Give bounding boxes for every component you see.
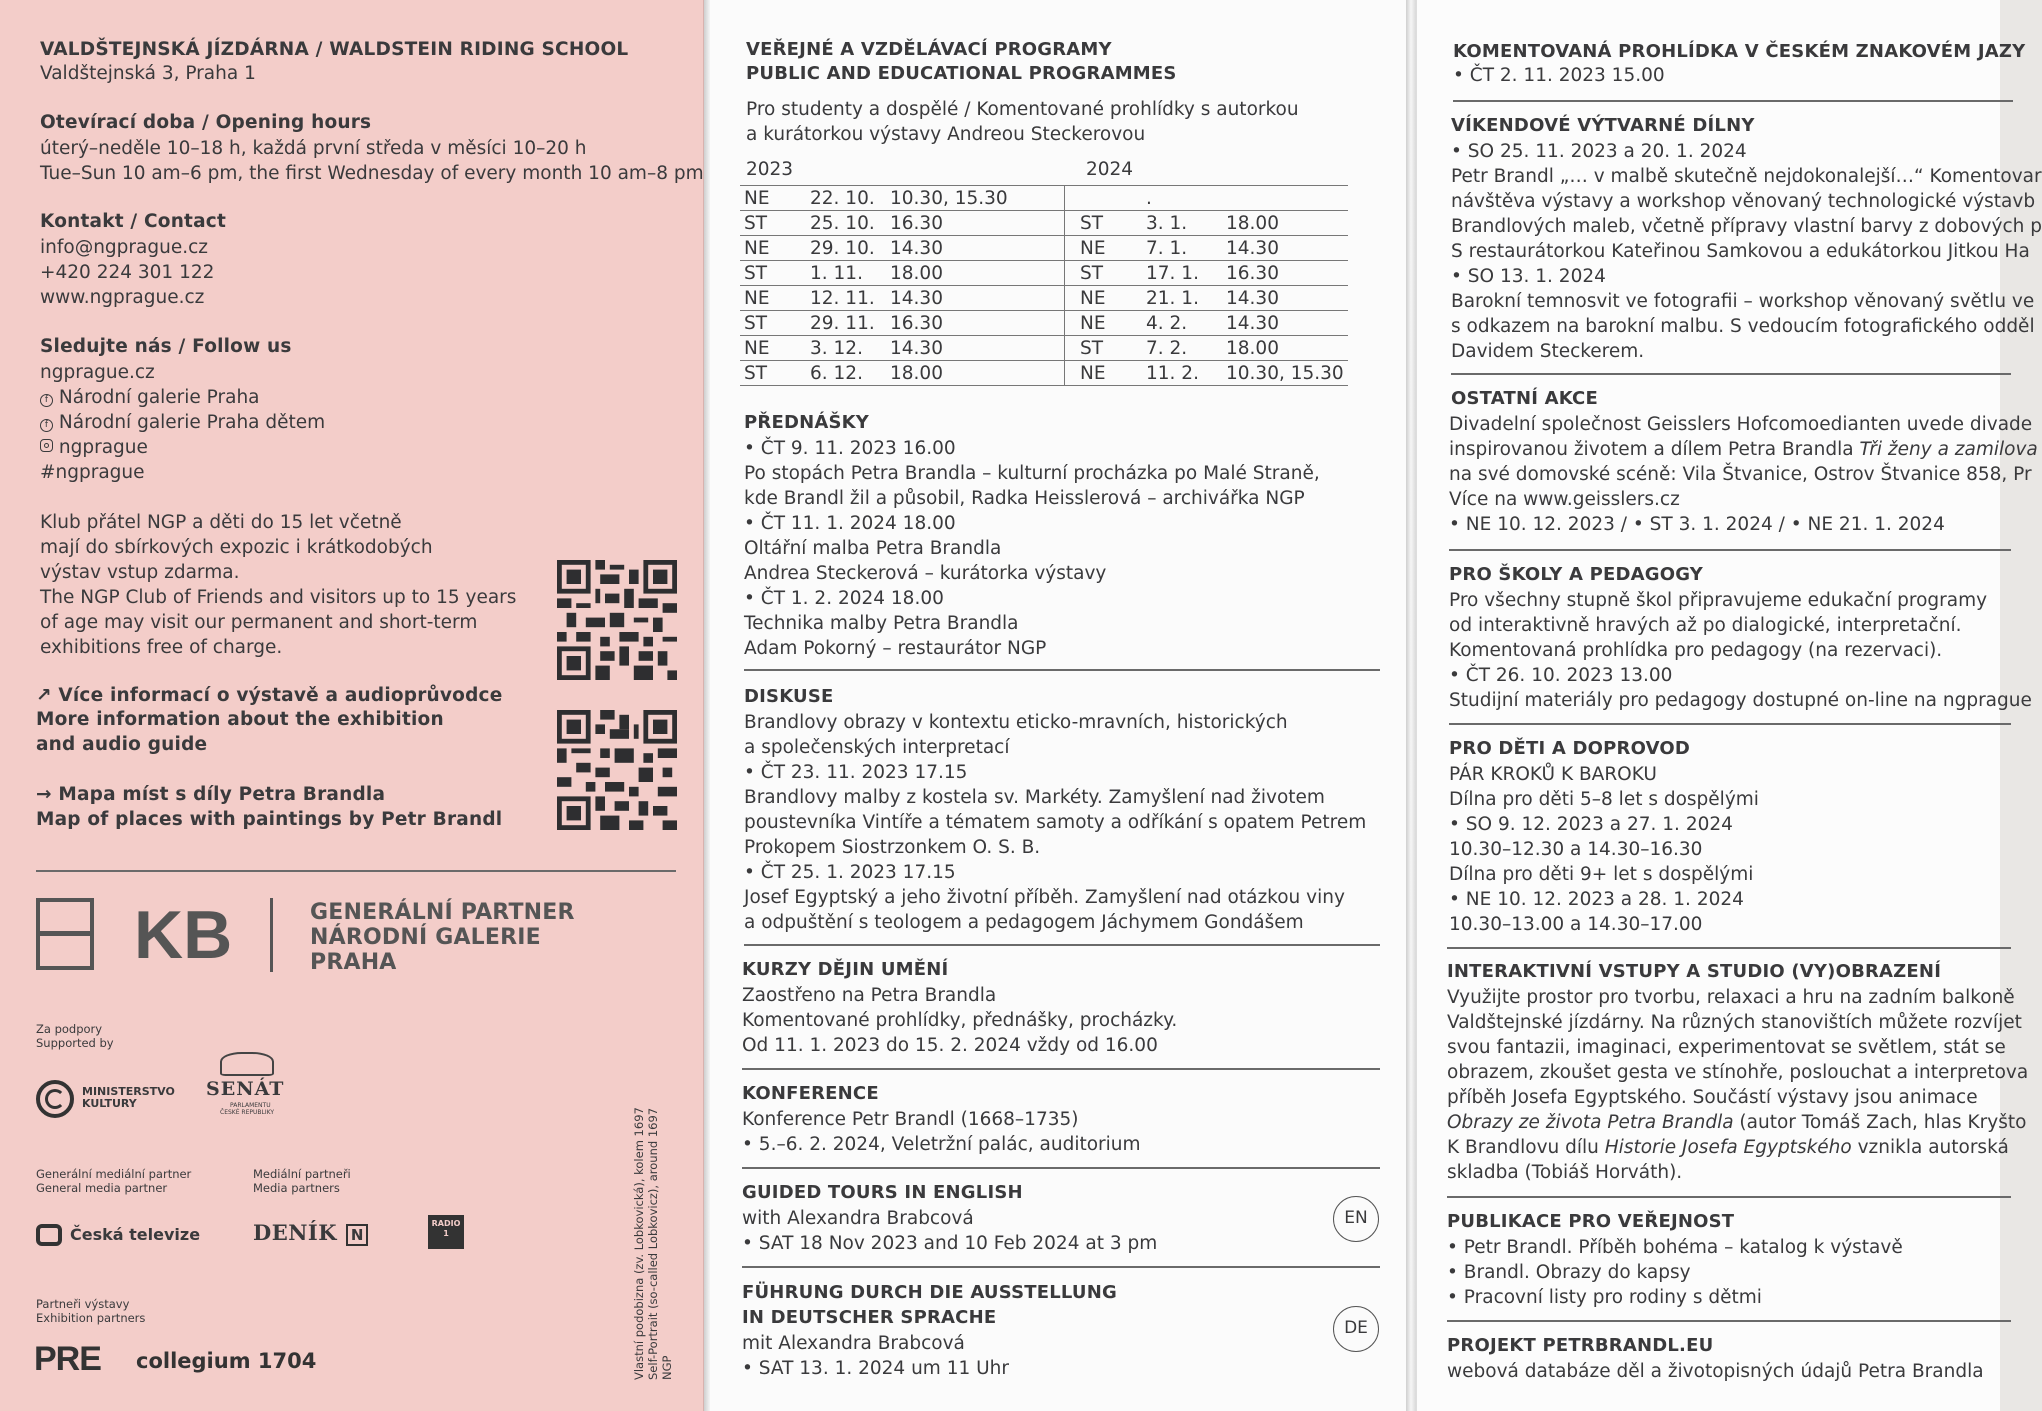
publications-line: • Brandl. Obrazy do kapsy (1447, 1262, 1691, 1283)
schedule-time: 16.30 (1222, 261, 1348, 286)
schedule-time: 10.30, 15.30 (1222, 361, 1348, 386)
schedule-time: 14.30 (886, 336, 1076, 361)
other-title: OSTATNÍ AKCE (1451, 388, 1598, 409)
kids-line: PÁR KROKŮ K BAROKU (1449, 764, 1657, 785)
interactive-title: INTERAKTIVNÍ VSTUPY A STUDIO (VY)OBRAZENÍ (1447, 961, 1942, 982)
interactive-line: skladba (Tobiáš Horváth). (1447, 1162, 1683, 1183)
lectures-line: Po stopách Petra Brandla – kulturní procházka po Malé Straně, (744, 463, 1320, 484)
schedule-date: 22. 10. (806, 186, 886, 211)
schedule-day (1076, 186, 1142, 211)
schedule-time: 16.30 (886, 211, 1076, 236)
credit-line: Self-Portrait (so-called Lobkovicz), around 1697 (646, 1107, 660, 1380)
schools-line: Komentovaná prohlídka pro pedagogy (na rezervaci). (1449, 640, 1943, 661)
pre-logo: PRE (34, 1340, 101, 1378)
interactive-line: obrazem, zkoušet gesta ve stínohře, poslouchat a interpretova (1447, 1062, 2029, 1083)
lectures-line: Andrea Steckerová – kurátorka výstavy (744, 563, 1107, 584)
ct-name: Česká televize (70, 1225, 201, 1244)
schedule-day: ST (740, 211, 806, 236)
follow-title: Sledujte nás / Follow us (40, 336, 292, 357)
follow-web[interactable]: ngprague.cz (40, 362, 155, 383)
programs-desc: a kurátorkou výstavy Andreou Steckerovou (746, 124, 1146, 145)
language-badge-de: DE (1333, 1306, 1379, 1352)
senat-sub: PARLAMENTU (230, 1102, 271, 1109)
publications-title: PUBLIKACE PRO VEŘEJNOST (1447, 1211, 1735, 1232)
schedule-row (1076, 261, 1348, 286)
contact-email[interactable]: info@ngprague.cz (40, 237, 208, 258)
schedule-row (740, 186, 1076, 211)
programs-desc: Pro studenty a dospělé / Komentované prohlídky s autorkou (746, 99, 1299, 120)
schedule-row (740, 311, 1076, 336)
contact-title: Kontakt / Contact (40, 211, 226, 232)
senat-logo (202, 1052, 292, 1122)
follow-instagram[interactable] (40, 435, 148, 460)
more-info-en: and audio guide (36, 734, 208, 755)
schedule-date: 7. 1. (1142, 236, 1222, 261)
ministry-name: KULTURY (82, 1097, 137, 1110)
discussion-line: a odpuštění s teologem a pedagogem Jáchymem Gondášem (744, 912, 1304, 933)
kb-logo-bar (36, 931, 94, 936)
kids-line: 10.30–13.00 a 14.30–17.00 (1449, 914, 1703, 935)
courses-line: Zaostřeno na Petra Brandla (742, 985, 997, 1006)
schedule-time: 18.00 (886, 361, 1076, 386)
discussion-title: DISKUSE (744, 686, 834, 707)
schools-title: PRO ŠKOLY A PEDAGOGY (1449, 564, 1704, 585)
qr-code-map[interactable] (557, 710, 677, 830)
schedule-row (1076, 286, 1348, 311)
schedule-row (740, 361, 1076, 386)
image-credit (632, 1107, 674, 1380)
lectures-title: PŘEDNÁŠKY (744, 412, 870, 433)
schedule-time: 18.00 (1222, 336, 1348, 361)
schedule-date: 12. 11. (806, 286, 886, 311)
schedule-time: 14.30 (886, 236, 1076, 261)
other-line-text: inspirovanou životem a dílem Petra Brandla (1449, 439, 1860, 460)
other-line: na své domovské scéně: Vila Štvanice, Ostrov Štvanice 858, Pr (1449, 464, 2032, 485)
divider (742, 1167, 1380, 1169)
senat-text: SENÁT (206, 1078, 285, 1100)
club-line: výstav vstup zdarma. (40, 562, 240, 583)
tours-en-title: GUIDED TOURS IN ENGLISH (742, 1182, 1023, 1203)
venue-title: VALDŠTEJNSKÁ JÍZDÁRNA / WALDSTEIN RIDING SCHOOL (40, 39, 629, 60)
media-partners-label: Mediální partneři (253, 1167, 351, 1181)
discussion-line: • ČT 25. 1. 2023 17.15 (744, 862, 956, 883)
divider (36, 870, 676, 872)
divider (1447, 1320, 2011, 1322)
schedule-time: 10.30, 15.30 (886, 186, 1076, 211)
divider (1447, 947, 2011, 949)
lectures-line: Oltářní malba Petra Brandla (744, 538, 1002, 559)
weekend-line: s odkazem na barokní malbu. S vedoucím fotografického odděl (1451, 316, 2035, 337)
media-partners-label: Media partners (253, 1181, 340, 1195)
kids-line: Dílna pro děti 5–8 let s dospělými (1449, 789, 1759, 810)
partner-line: PRAHA (310, 950, 397, 975)
lectures-line: Technika malby Petra Brandla (744, 613, 1019, 634)
facebook-icon: f (40, 394, 53, 407)
schedule-row (1076, 186, 1348, 211)
schedule-row (740, 286, 1076, 311)
sign-language-date: • ČT 2. 11. 2023 15.00 (1453, 65, 1665, 86)
club-line: Klub přátel NGP a děti do 15 let včetně (40, 512, 402, 533)
qr-code-exhibition[interactable] (557, 560, 677, 680)
conference-line: • 5.–6. 2. 2024, Veletržní palác, auditorium (742, 1134, 1141, 1155)
courses-title: KURZY DĚJIN UMĚNÍ (742, 959, 949, 980)
schedule-row (740, 236, 1076, 261)
denik-n-box: N (346, 1224, 368, 1246)
denik-logo (253, 1220, 368, 1246)
conference-line: Konference Petr Brandl (1668–1735) (742, 1109, 1079, 1130)
schedule-day: NE (1076, 311, 1142, 336)
divider (1449, 723, 2011, 725)
weekend-line: • SO 13. 1. 2024 (1451, 266, 1606, 287)
divider (742, 1266, 1380, 1268)
interactive-line-text: (autor Tomáš Zach, hlas Kryšto (1733, 1112, 2027, 1133)
schedule-day: ST (1076, 211, 1142, 236)
follow-facebook-kids[interactable] (40, 410, 325, 435)
exhibition-partners-label: Exhibition partners (36, 1311, 146, 1325)
follow-hashtag: #ngprague (40, 462, 145, 483)
interactive-line-text: K Brandlovu dílu (1447, 1137, 1605, 1158)
divider (744, 669, 1380, 671)
weekend-title: VÍKENDOVÉ VÝTVARNÉ DÍLNY (1451, 115, 1755, 136)
schedule-time: 16.30 (886, 311, 1076, 336)
ministry-icon-inner (45, 1089, 65, 1109)
discussion-line: Brandlovy obrazy v kontextu eticko-mravních, historických (744, 712, 1288, 733)
interactive-line: příběh Josefa Egyptského. Součástí výstavy jsou animace (1447, 1087, 1978, 1108)
discussion-line: • ČT 23. 11. 2023 17.15 (744, 762, 968, 783)
interactive-line (1447, 1110, 2026, 1135)
schedule-row (1076, 211, 1348, 236)
club-line: mají do sbírkových expozic i krátkodobých (40, 537, 433, 558)
schedule-date: 1. 11. (806, 261, 886, 286)
kb-separator (270, 898, 273, 972)
divider (1453, 100, 2013, 102)
contact-phone: +420 224 301 122 (40, 262, 215, 283)
publications-line: • Petr Brandl. Příběh bohéma – katalog k výstavě (1447, 1237, 1903, 1258)
divider (1451, 373, 2011, 375)
schedule-day: ST (740, 261, 806, 286)
schedule-date: 17. 1. (1142, 261, 1222, 286)
schedule-time: 18.00 (1222, 211, 1348, 236)
lectures-line: Adam Pokorný – restaurátor NGP (744, 638, 1047, 659)
credit-line: Vlastní podobizna (zv. Lobkovická), kolem 1697 (632, 1107, 646, 1380)
more-programs-panel (1416, 0, 2042, 1411)
kids-line: 10.30–12.30 a 14.30–16.30 (1449, 839, 1703, 860)
weekend-line: • SO 25. 11. 2023 a 20. 1. 2024 (1451, 141, 1747, 162)
schedule-day: ST (1076, 336, 1142, 361)
weekend-line: S restaurátorkou Kateřinou Samkovou a edukátorkou Jitkou Ha (1451, 241, 2030, 262)
lectures-line: • ČT 1. 2. 2024 18.00 (744, 588, 944, 609)
weekend-line: Davidem Steckerem. (1451, 341, 1645, 362)
follow-facebook[interactable] (40, 385, 260, 410)
schedule-day: NE (740, 336, 806, 361)
schedule-date: . (1142, 186, 1222, 211)
schedule-day: NE (740, 186, 806, 211)
schools-line: Studijní materiály pro pedagogy dostupné on-line na ngprague (1449, 690, 2032, 711)
year-2024: 2024 (1086, 159, 1134, 180)
schedule-day: NE (740, 286, 806, 311)
schedule-time: 14.30 (1222, 286, 1348, 311)
interactive-line: Valdštejnské jízdárny. Na různých stanovištích můžete rozvíjet (1447, 1012, 2022, 1033)
weekend-line: Barokní temnosvit ve fotografii – workshop věnovaný světlu ve (1451, 291, 2035, 312)
schedule-day: ST (740, 311, 806, 336)
lectures-line: • ČT 9. 11. 2023 16.00 (744, 438, 956, 459)
schedule-date: 25. 10. (806, 211, 886, 236)
schedule-time: 14.30 (1222, 311, 1348, 336)
schedule-date: 3. 12. (806, 336, 886, 361)
instagram-icon (40, 439, 53, 452)
instagram-label: ngprague (58, 437, 148, 458)
divider (744, 944, 1380, 946)
lectures-line: kde Brandl žil a působil, Radka Heisslerová – archivářka NGP (744, 488, 1305, 509)
media-general-label: General media partner (36, 1181, 168, 1195)
kb-logo-text: KB (134, 897, 233, 973)
schools-line: od interaktivně hravých až po dialogické, interpretační. (1449, 615, 1962, 636)
facebook-icon: f (40, 419, 53, 432)
interactive-line: Využijte prostor pro tvorbu, relaxaci a hru na zadním balkoně (1447, 987, 2015, 1008)
schedule-day: NE (1076, 361, 1142, 386)
tours-de-line: mit Alexandra Brabcová (742, 1333, 965, 1354)
credit-line: NGP (660, 1355, 674, 1380)
play-title: Tři ženy a zamilova (1859, 439, 2038, 460)
schedule-day: NE (1076, 286, 1142, 311)
sign-language-title: KOMENTOVANÁ PROHLÍDKA V ČESKÉM ZNAKOVÉM JAZY (1453, 41, 2026, 62)
other-line (1449, 437, 2038, 462)
schedule-day: NE (740, 236, 806, 261)
contact-web[interactable]: www.ngprague.cz (40, 287, 205, 308)
supported-label: Supported by (36, 1036, 114, 1050)
collegium-logo: collegium 1704 (136, 1349, 317, 1373)
schedule-row (1076, 236, 1348, 261)
more-info-link[interactable]: ↗ Více informací o výstavě a audioprůvodce (36, 685, 503, 706)
schedule-time: 14.30 (1222, 236, 1348, 261)
schedule-date: 29. 10. (806, 236, 886, 261)
tours-de-title: IN DEUTSCHER SPRACHE (742, 1307, 997, 1328)
schedule-date: 4. 2. (1142, 311, 1222, 336)
schedule-2023 (740, 185, 1076, 386)
schedule-date: 7. 2. (1142, 336, 1222, 361)
schedule-row (740, 336, 1076, 361)
tours-en-line: with Alexandra Brabcová (742, 1208, 974, 1229)
other-line: Divadelní společnost Geisslers Hofcomoedianten uvede divade (1449, 414, 2033, 435)
project-link[interactable]: webová databáze děl a životopisných údajů Petra Brandla (1447, 1361, 1984, 1382)
radio1-logo: RADIO 1 (428, 1215, 464, 1249)
schools-line: Pro všechny stupně škol připravujeme edukační programy (1449, 590, 1988, 611)
schedule-2024 (1076, 185, 1348, 386)
project-title: PROJEKT PETRBRANDL.EU (1447, 1335, 1714, 1356)
club-line: exhibitions free of charge. (40, 637, 283, 658)
denik-name: DENÍK (253, 1220, 337, 1245)
kids-title: PRO DĚTI A DOPROVOD (1449, 738, 1691, 759)
language-badge-en: EN (1333, 1196, 1379, 1242)
publications-line: • Pracovní listy pro rodiny s dětmi (1447, 1287, 1762, 1308)
schedule-row (740, 261, 1076, 286)
interactive-line (1447, 1135, 2009, 1160)
tours-de-title: FÜHRUNG DURCH DIE AUSSTELLUNG (742, 1282, 1117, 1303)
venue-address: Valdštejnská 3, Praha 1 (40, 63, 256, 84)
programs-title: PUBLIC AND EDUCATIONAL PROGRAMMES (746, 63, 1177, 84)
courses-line: Komentované prohlídky, přednášky, procházky. (742, 1010, 1178, 1031)
discussion-line: a společenských interpretací (744, 737, 1010, 758)
schools-line: • ČT 26. 10. 2023 13.00 (1449, 665, 1673, 686)
weekend-line: Petr Brandl „… v malbě skutečně nejdokonalejší…“ Komentovar (1451, 166, 2042, 187)
kids-line: • NE 10. 12. 2023 a 28. 1. 2024 (1449, 889, 1744, 910)
kids-line: • SO 9. 12. 2023 a 27. 1. 2024 (1449, 814, 1733, 835)
schedule-date: 21. 1. (1142, 286, 1222, 311)
hours-title: Otevírací doba / Opening hours (40, 112, 372, 133)
club-line: The NGP Club of Friends and visitors up to 15 years (40, 587, 517, 608)
discussion-line: Brandlovy malby z kostela sv. Markéty. Zamyšlení nad životem (744, 787, 1325, 808)
facebook-kids-label: Národní galerie Praha dětem (58, 412, 326, 433)
other-dates: • NE 10. 12. 2023 / • ST 3. 1. 2024 / • NE 21. 1. 2024 (1449, 514, 1945, 535)
schedule-row (1076, 311, 1348, 336)
exhibition-partners-label: Partneři výstavy (36, 1297, 130, 1311)
schedule-time: 18.00 (886, 261, 1076, 286)
schedule-time: 14.30 (886, 286, 1076, 311)
senat-sub: ČESKÉ REPUBLIKY (220, 1109, 275, 1116)
schedule-date: 3. 1. (1142, 211, 1222, 236)
weekend-line: návštěva výstavy a workshop věnovaný technologické výstavb (1451, 191, 2036, 212)
courses-line: Od 11. 1. 2023 do 15. 2. 2024 vždy od 16.00 (742, 1035, 1158, 1056)
schedule-day: NE (1076, 236, 1142, 261)
interactive-line: svou fantazii, imaginaci, experimentovat se světlem, stát se (1447, 1037, 2006, 1058)
club-line: of age may visit our permanent and short-term (40, 612, 478, 633)
schedule-row (1076, 336, 1348, 361)
schedule-row (1076, 361, 1348, 386)
tours-en-line: • SAT 18 Nov 2023 and 10 Feb 2024 at 3 pm (742, 1233, 1158, 1254)
lion-crest-icon (220, 1052, 274, 1076)
discussion-line: Prokopem Siostrzonkem O. S. B. (744, 837, 1041, 858)
hours-cz: úterý–neděle 10–18 h, každá první středa v měsíci 10–20 h (40, 138, 587, 159)
table-separator (1064, 185, 1065, 385)
divider (742, 1068, 1380, 1070)
fold-shadow (1406, 0, 1416, 1411)
more-info-en: More information about the exhibition (36, 709, 444, 730)
other-link[interactable]: Více na www.geisslers.cz (1449, 489, 1680, 510)
media-general-label: Generální mediální partner (36, 1167, 192, 1181)
facebook-label: Národní galerie Praha (58, 387, 260, 408)
conference-title: KONFERENCE (742, 1083, 879, 1104)
discussion-line: Josef Egyptský a jeho životní příběh. Zamyšlení nad otázkou viny (744, 887, 1345, 908)
year-2023: 2023 (746, 159, 794, 180)
schedule-date: 11. 2. (1142, 361, 1222, 386)
schedule-date: 29. 11. (806, 311, 886, 336)
info-panel (0, 0, 704, 1411)
ct-icon (36, 1224, 62, 1246)
ministry-name: MINISTERSTVO (82, 1085, 175, 1098)
schedule-day: ST (740, 361, 806, 386)
animation-title: Obrazy ze života Petra Brandla (1447, 1112, 1734, 1133)
schedule-day: ST (1076, 261, 1142, 286)
weekend-line: Brandlových maleb, včetně přípravy vlastní barvy z dobových p (1451, 216, 2042, 237)
lectures-line: • ČT 11. 1. 2024 18.00 (744, 513, 956, 534)
divider (1447, 1196, 2011, 1198)
kids-line: Dílna pro děti 9+ let s dospělými (1449, 864, 1754, 885)
map-en: Map of places with paintings by Petr Brandl (36, 809, 503, 830)
partner-line: NÁRODNÍ GALERIE (310, 925, 541, 950)
interactive-line-text: vznikla autorská (1851, 1137, 2009, 1158)
schedule-date: 6. 12. (806, 361, 886, 386)
divider (1449, 549, 2011, 551)
tours-de-line: • SAT 13. 1. 2024 um 11 Uhr (742, 1358, 1009, 1379)
discussion-line: poustevníka Vintíře a tématem samoty a odříkání s opatem Petrem (744, 812, 1367, 833)
supported-label: Za podpory (36, 1022, 103, 1036)
schedule-time (1222, 186, 1348, 211)
hours-en: Tue–Sun 10 am–6 pm, the first Wednesday of every month 10 am–8 pm (40, 163, 704, 184)
schedule-row (740, 211, 1076, 236)
programs-title: VEŘEJNÉ A VZDĚLÁVACÍ PROGRAMY (746, 39, 1112, 60)
partner-line: GENERÁLNÍ PARTNER (310, 900, 575, 925)
map-link[interactable]: → Mapa míst s díly Petra Brandla (36, 784, 386, 805)
programs-panel (710, 0, 1406, 1411)
composition-title: Historie Josefa Egyptského (1604, 1137, 1852, 1158)
